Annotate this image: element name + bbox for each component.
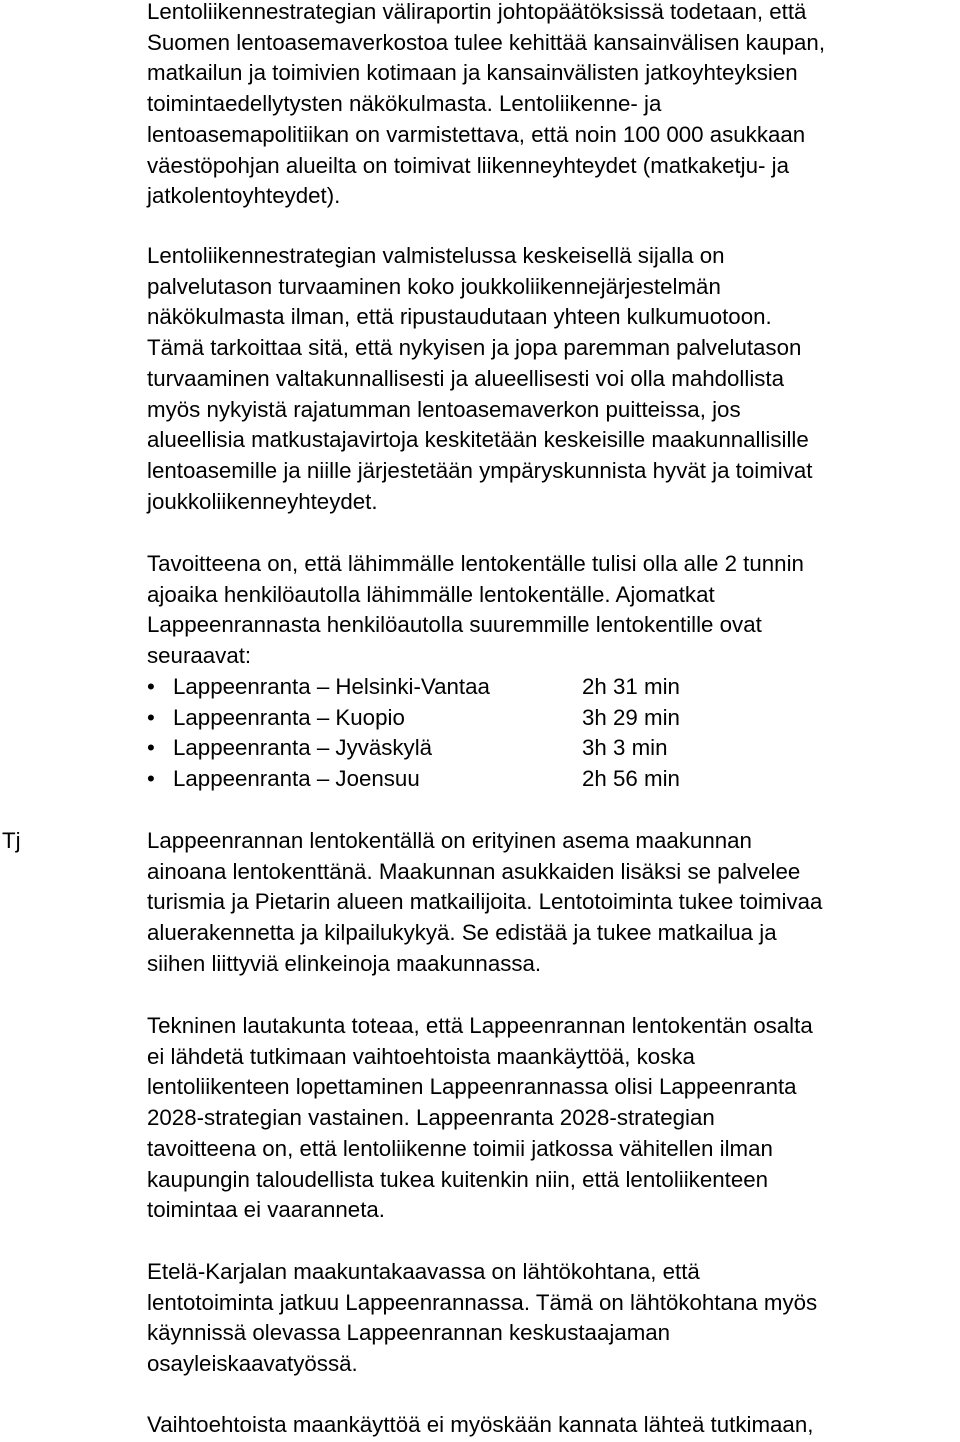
text-line: joukkoliikenneyhteydet. — [147, 488, 378, 514]
text-line: aluerakennetta ja kilpailukykyä. Se edistää ja tukee matkailua ja — [147, 920, 777, 946]
text-line: seuraavat: — [147, 643, 252, 669]
text-line: matkailun ja toimivien kotimaan ja kansainvälisten jatkoyhteyksien — [147, 60, 798, 86]
paragraph-text — [147, 0, 959, 212]
text-line: 2028-strategian vastainen. Lappeenranta 2028-strategian — [147, 1105, 715, 1131]
text-line: Lappeenrannan lentokentällä on erityinen asema maakunnan — [147, 828, 752, 853]
bullet-icon: • — [147, 766, 155, 792]
bullet-icon: • — [147, 735, 155, 761]
text-line: Tavoitteena on, että lähimmälle lentokentälle tulisi olla alle 2 tunnin — [147, 551, 804, 576]
paragraph-text — [147, 1257, 959, 1380]
bullet-icon: • — [147, 704, 155, 730]
text-line: kaupungin taloudellista tukea kuitenkin niin, että lentoliikenteen — [147, 1166, 769, 1192]
text-line: käynnissä olevassa Lappeenrannan keskustaajaman — [147, 1320, 671, 1346]
drive-duration: 3h 3 min — [582, 735, 668, 761]
text-line: väestöpohjan alueilta on toimivat liikenneyhteydet (matkaketju- ja — [147, 152, 790, 178]
text-line: siihen liittyviä elinkeinoja maakunnassa. — [147, 950, 542, 976]
drive-duration: 3h 29 min — [582, 704, 680, 730]
text-line: ainoana lentokenttänä. Maakunnan asukkaiden lisäksi se palvelee — [147, 858, 801, 884]
text-line: Vaihtoehtoista maankäyttöä ei myöskään kannata lähteä tutkimaan, — [147, 1412, 814, 1437]
paragraph-2 — [147, 241, 959, 517]
paragraph-text — [147, 241, 959, 517]
text-line: Tekninen lautakunta toteaa, että Lappeenrannan lentokentän osalta — [147, 1013, 813, 1038]
text-line: myös nykyistä rajatumman lentoasemaverkon puitteissa, jos — [147, 396, 741, 422]
text-line: tavoitteena on, että lentoliikenne toimii jatkossa vähitellen ilman — [147, 1135, 773, 1161]
text-line: lentoasemapolitiikan on varmistettava, että noin 100 000 asukkaan — [147, 121, 806, 147]
text-line: Etelä-Karjalan maakuntakaavassa on lähtökohtana, että — [147, 1259, 700, 1284]
paragraph-text — [147, 549, 959, 672]
drive-time-list — [147, 672, 847, 795]
list-item — [147, 672, 847, 703]
paragraph-text — [147, 1410, 959, 1441]
list-item — [147, 764, 847, 795]
text-line: turvaaminen valtakunnallisesti ja alueellisesti voi olla mahdollista — [147, 365, 785, 391]
paragraph-1 — [147, 0, 959, 212]
text-line: osayleiskaavatyössä. — [147, 1351, 358, 1377]
paragraph-4 — [147, 826, 959, 980]
text-line: Tämä tarkoittaa sitä, että nykyisen ja jopa paremman palvelutason — [147, 335, 802, 361]
route-label: Lappeenranta – Joensuu — [173, 766, 420, 792]
text-line: toimintaedellytysten näkökulmasta. Lentoliikenne- ja — [147, 91, 662, 117]
paragraph-6 — [147, 1257, 959, 1380]
paragraph-text — [147, 826, 959, 980]
text-line: lentotoiminta jatkuu Lappeenrannassa. Tämä on lähtökohtana myös — [147, 1289, 818, 1315]
text-line: Lappeenrannasta henkilöautolla suuremmille lentokentille ovat — [147, 612, 762, 638]
drive-duration: 2h 56 min — [582, 766, 680, 792]
text-line: Suomen lentoasemaverkostoa tulee kehittää kansainvälisen kaupan, — [147, 29, 826, 55]
margin-label: Tj — [2, 828, 21, 853]
text-line: Lentoliikennestrategian väliraportin johtopäätöksissä todetaan, että — [147, 0, 807, 24]
list-item — [147, 733, 847, 764]
paragraph-5 — [147, 1011, 959, 1226]
text-line: toimintaa ei vaaranneta. — [147, 1197, 385, 1223]
text-line: jatkolentoyhteydet). — [147, 183, 341, 209]
text-line: lentoasemille ja niille järjestetään ympäryskunnista hyvät ja toimivat — [147, 457, 813, 483]
text-line: ei lähdetä tutkimaan vaihtoehtoista maankäyttöä, koska — [147, 1043, 695, 1069]
text-line: turismia ja Pietarin alueen matkailijoita. Lentotoiminta tukee toimivaa — [147, 889, 823, 915]
list-item — [147, 703, 847, 734]
drive-duration: 2h 31 min — [582, 674, 680, 699]
text-line: Lentoliikennestrategian valmistelussa keskeisellä sijalla on — [147, 243, 725, 268]
route-label: Lappeenranta – Jyväskylä — [173, 735, 433, 761]
paragraph-text — [147, 1011, 959, 1226]
route-label: Lappeenranta – Kuopio — [173, 704, 405, 730]
text-line: palvelutason turvaaminen koko joukkoliikennejärjestelmän — [147, 273, 721, 299]
paragraph-7 — [147, 1410, 959, 1441]
paragraph-3 — [147, 549, 959, 672]
route-label: Lappeenranta – Helsinki-Vantaa — [173, 674, 490, 699]
bullet-icon: • — [147, 674, 155, 699]
text-line: näkökulmasta ilman, että ripustaudutaan yhteen kulkumuotoon. — [147, 304, 772, 330]
text-line: ajoaika henkilöautolla lähimmälle lentokentälle. Ajomatkat — [147, 581, 715, 607]
text-line: lentoliikenteen lopettaminen Lappeenrannassa olisi Lappeenranta — [147, 1074, 797, 1100]
text-line: alueellisia matkustajavirtoja keskitetään keskeisille maakunnallisille — [147, 427, 809, 453]
